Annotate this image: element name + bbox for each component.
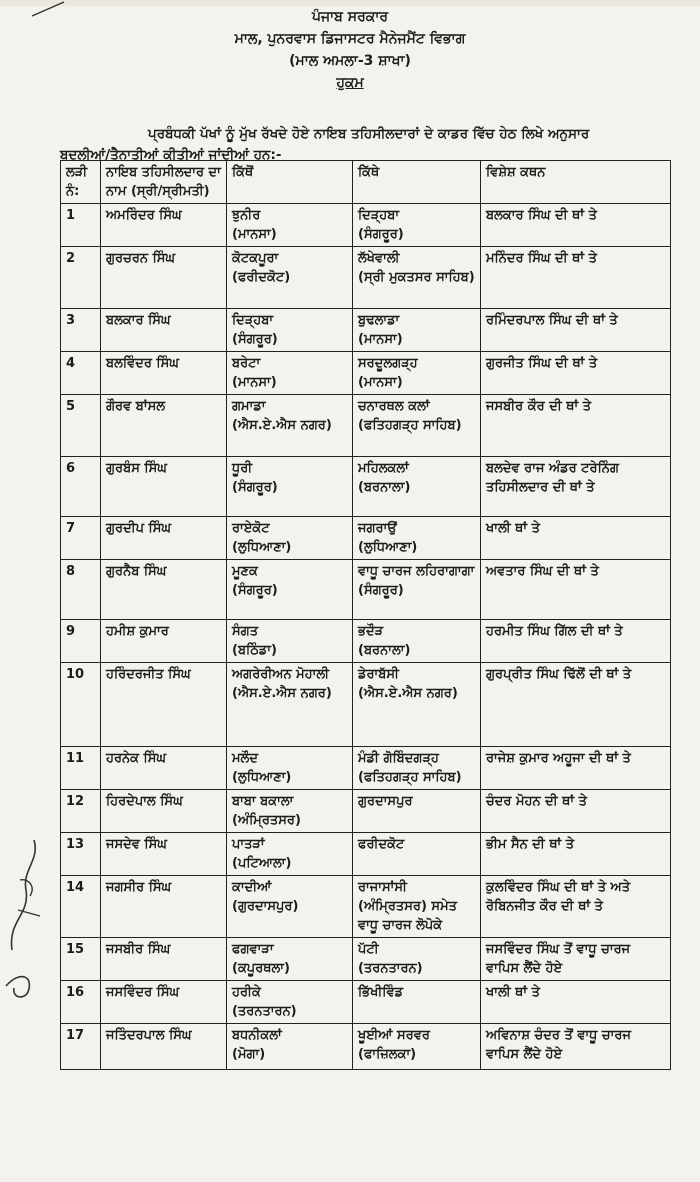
table-row [61, 309, 671, 352]
cell-serial-no [61, 833, 101, 876]
cell-from-text: ਪਾਤੜਾਂ [232, 837, 265, 852]
cell-to [353, 517, 481, 560]
cell-from-text: ਝੁਨੀਰ [232, 208, 261, 223]
cell-remarks-text: ਰਾਜੇਸ਼ ਕੁਮਾਰ ਅਹੂਜਾ ਦੀ ਥਾਂ ਤੇ [486, 751, 631, 766]
cell-to-district: (ਸੰਗਰੂਰ) [358, 227, 404, 242]
cell-from-district: (ਐਸ.ਏ.ਐਸ ਨਗਰ) [232, 418, 332, 433]
cell-serial-no-text: 2 [66, 251, 76, 266]
table-row [61, 938, 671, 981]
header-name-sub: (ਸ੍ਰੀ/ਸ੍ਰੀਮਤੀ) [130, 184, 210, 199]
cell-serial-no-text: 13 [66, 837, 85, 852]
cell-serial-no-text: 9 [66, 624, 76, 639]
cell-from-district: (ਫਰੀਦਕੋਟ) [232, 270, 291, 285]
cell-remarks-text: ਖਾਲੀ ਥਾਂ ਤੇ [486, 521, 540, 536]
table-row [61, 620, 671, 663]
cell-from-text: ਸੰਗਤ [232, 624, 259, 639]
table-row [61, 833, 671, 876]
cell-remarks [481, 247, 671, 309]
cell-to-district: (ਬਰਨਾਲਾ) [358, 643, 411, 658]
cell-remarks [481, 204, 671, 247]
cell-name-text: ਗੁਰਨੈਬ ਸਿੰਘ [106, 564, 167, 579]
cell-from-text: ਬਰੇਟਾ [232, 356, 261, 371]
header-remarks: ਵਿਸ਼ੇਸ਼ ਕਥਨ [481, 161, 671, 204]
cell-name [101, 309, 227, 352]
table-row [61, 790, 671, 833]
cell-to [353, 790, 481, 833]
cell-name-text: ਜਸਵਿੰਦਰ ਸਿੰਘ [106, 985, 180, 1000]
cell-to [353, 981, 481, 1024]
cell-remarks [481, 309, 671, 352]
cell-from-district: (ਗੁਰਦਾਸਪੁਰ) [232, 899, 299, 914]
cell-name [101, 833, 227, 876]
cell-serial-no [61, 1024, 101, 1070]
cell-name [101, 876, 227, 938]
cell-from [227, 833, 353, 876]
table-row [61, 663, 671, 747]
cell-to [353, 457, 481, 517]
table-row [61, 560, 671, 620]
cell-to-text: ਬੁਢਲਾਡਾ [358, 313, 400, 328]
cell-serial-no-text: 4 [66, 356, 76, 371]
cell-name-text: ਹਰਨੇਕ ਸਿੰਘ [106, 751, 167, 766]
cell-from-text: ਰਾਏਕੋਟ [232, 521, 270, 536]
cell-from-district: (ਅੰਮ੍ਰਿਤਸਰ) [232, 813, 301, 828]
header-serial-no: ਲੜੀ ਨੰ: [61, 161, 101, 204]
document-header [0, 6, 700, 94]
cell-from-district: (ਲੁਧਿਆਣਾ) [232, 770, 292, 785]
cell-name-text: ਹਮੀਸ਼ ਕੁਮਾਰ [106, 624, 169, 639]
cell-from-district: (ਕਪੂਰਥਲਾ) [232, 961, 290, 976]
header-branch: (ਮਾਲ ਅਮਲਾ-3 ਸ਼ਾਖਾ) [289, 53, 411, 69]
cell-name [101, 517, 227, 560]
cell-name-text: ਹਿਰਦੇਪਾਲ ਸਿੰਘ [106, 794, 183, 809]
cell-name-text: ਜਗਸੀਰ ਸਿੰਘ [106, 880, 172, 895]
cell-remarks-text: ਬਲਕਾਰ ਸਿੰਘ ਦੀ ਥਾਂ ਤੇ [486, 208, 597, 223]
table-row [61, 247, 671, 309]
cell-name-text: ਗੌਰਵ ਬਾਂਸਲ [106, 399, 166, 414]
cell-serial-no [61, 663, 101, 747]
cell-from [227, 560, 353, 620]
cell-from-text: ਬਧਨੀਕਲਾਂ [232, 1028, 282, 1043]
cell-to [353, 833, 481, 876]
cell-from-district: (ਪਟਿਆਲਾ) [232, 856, 292, 871]
cell-from [227, 457, 353, 517]
cell-from-text: ਫਗਵਾੜਾ [232, 942, 274, 957]
cell-serial-no-text: 6 [66, 461, 76, 476]
cell-serial-no [61, 747, 101, 790]
header-name [101, 161, 227, 204]
cell-serial-no [61, 790, 101, 833]
cell-from [227, 790, 353, 833]
cell-remarks-text: ਗੁਰਪ੍ਰੀਤ ਸਿੰਘ ਢਿੱਲੋਂ ਦੀ ਥਾਂ ਤੇ [486, 667, 632, 682]
table-header-row [61, 161, 671, 204]
table-row [61, 981, 671, 1024]
cell-remarks [481, 395, 671, 457]
cell-serial-no [61, 352, 101, 395]
cell-from-district: (ਸੰਗਰੂਰ) [232, 583, 278, 598]
cell-from-district: (ਸੰਗਰੂਰ) [232, 480, 278, 495]
cell-from-text: ਬਾਬਾ ਬਕਾਲਾ [232, 794, 294, 809]
cell-to-district: (ਸ੍ਰੀ ਮੁਕਤਸਰ ਸਾਹਿਬ) [358, 270, 475, 285]
header-name-label: ਨਾਇਬ ਤਹਿਸੀਲਦਾਰ ਦਾ ਨਾਮ [106, 165, 221, 199]
cell-name [101, 247, 227, 309]
cell-from [227, 663, 353, 747]
cell-name-text: ਗੁਰਦੀਪ ਸਿੰਘ [106, 521, 172, 536]
cell-to-district: (ਤਰਨਤਾਰਨ) [358, 961, 423, 976]
cell-serial-no [61, 560, 101, 620]
cell-from-text: ਧੂਰੀ [232, 461, 253, 476]
cell-from [227, 247, 353, 309]
cell-serial-no [61, 457, 101, 517]
table-row [61, 1024, 671, 1070]
cell-name [101, 747, 227, 790]
cell-from-text: ਕਾਦੀਆਂ [232, 880, 272, 895]
cell-name-text: ਜਤਿੰਦਰਪਾਲ ਸਿੰਘ [106, 1028, 192, 1043]
cell-from [227, 747, 353, 790]
cell-to-text: ਗੁਰਦਾਸਪੁਰ [358, 794, 413, 809]
cell-name-text: ਬਲਕਾਰ ਸਿੰਘ [106, 313, 171, 328]
cell-remarks [481, 352, 671, 395]
cell-to [353, 663, 481, 747]
cell-serial-no [61, 309, 101, 352]
cell-from [227, 309, 353, 352]
cell-remarks-text: ਹਰਮੀਤ ਸਿੰਘ ਗਿੱਲ ਦੀ ਥਾਂ ਤੇ [486, 624, 623, 639]
cell-serial-no-text: 16 [66, 985, 85, 1000]
cell-remarks-text: ਭੀਮ ਸੈਨ ਦੀ ਥਾਂ ਤੇ [486, 837, 575, 852]
cell-serial-no [61, 620, 101, 663]
cell-remarks [481, 663, 671, 747]
cell-to-text: ਲੱਖੇਵਾਲੀ [358, 251, 400, 266]
cell-to [353, 204, 481, 247]
cell-to-text: ਵਾਧੂ ਚਾਰਜ ਲਹਿਰਾਗਾਗਾ [358, 564, 475, 579]
cell-serial-no-text: 5 [66, 399, 76, 414]
table-row [61, 395, 671, 457]
header-government: ਪੰਜਾਬ ਸਰਕਾਰ [311, 9, 389, 25]
cell-from-text: ਅਗਰੇਰੀਅਨ ਮੋਹਾਲੀ [232, 667, 330, 682]
cell-to [353, 1024, 481, 1070]
cell-name [101, 560, 227, 620]
cell-from [227, 204, 353, 247]
cell-to-district: (ਫਾਜ਼ਿਲਕਾ) [358, 1047, 417, 1062]
cell-to-district: (ਬਰਨਾਲਾ) [358, 480, 411, 495]
cell-name [101, 663, 227, 747]
cell-to-text: ਮਹਿਲਕਲਾਂ [358, 461, 409, 476]
cell-remarks [481, 747, 671, 790]
cell-to [353, 747, 481, 790]
cell-name-text: ਜਸਦੇਵ ਸਿੰਘ [106, 837, 167, 852]
cell-remarks [481, 833, 671, 876]
cell-from-text: ਮੂਣਕ [232, 564, 258, 579]
cell-name [101, 204, 227, 247]
header-order-title: ਹੁਕਮ [336, 75, 364, 91]
cell-from [227, 876, 353, 938]
table-row [61, 876, 671, 938]
cell-from-district: (ਸੰਗਰੂਰ) [232, 332, 278, 347]
cell-to [353, 620, 481, 663]
cell-serial-no-text: 1 [66, 208, 76, 223]
cell-from-district: (ਮੋਗਾ) [232, 1047, 266, 1062]
cell-to-text: ਡੇਰਾਬੱਸੀ [358, 667, 399, 682]
cell-remarks [481, 1024, 671, 1070]
cell-from [227, 981, 353, 1024]
cell-remarks-text: ਅਵਤਾਰ ਸਿੰਘ ਦੀ ਥਾਂ ਤੇ [486, 564, 599, 579]
cell-serial-no-text: 7 [66, 521, 76, 536]
cell-remarks-text: ਜਸਵਿੰਦਰ ਸਿੰਘ ਤੋਂ ਵਾਧੂ ਚਾਰਜ ਵਾਪਿਸ ਲੈਂਦੇ ਹੋਏ [486, 942, 631, 976]
header-from: ਕਿੱਥੋਂ [227, 161, 353, 204]
cell-from [227, 620, 353, 663]
header-department: ਮਾਲ, ਪੁਨਰਵਾਸ ਡਿਜਾਸਟਰ ਮੈਨੇਜਮੈਂਟ ਵਿਭਾਗ [234, 31, 466, 47]
cell-to [353, 938, 481, 981]
cell-from-district: (ਮਾਨਸਾ) [232, 375, 277, 390]
cell-to-text: ਭਦੌੜ [358, 624, 384, 639]
cell-remarks-text: ਬਲਦੇਵ ਰਾਜ ਅੰਡਰ ਟਰੇਨਿੰਗ ਤਹਿਸੀਲਦਾਰ ਦੀ ਥਾਂ ਤੇ [486, 461, 619, 495]
cell-to-district: (ਮਾਨਸਾ) [358, 375, 403, 390]
cell-serial-no-text: 8 [66, 564, 76, 579]
cell-to-text: ਜਗਰਾਉਂ [358, 521, 397, 536]
cell-from [227, 395, 353, 457]
table-row [61, 747, 671, 790]
cell-to-district: (ਮਾਨਸਾ) [358, 332, 403, 347]
cell-serial-no [61, 981, 101, 1024]
cell-to [353, 309, 481, 352]
cell-serial-no-text: 14 [66, 880, 85, 895]
cell-remarks-text: ਜਸਬੀਰ ਕੌਰ ਦੀ ਥਾਂ ਤੇ [486, 399, 592, 414]
cell-from-district: (ਲੁਧਿਆਣਾ) [232, 540, 292, 555]
cell-serial-no [61, 517, 101, 560]
cell-serial-no-text: 11 [66, 751, 85, 766]
cell-name [101, 352, 227, 395]
cell-serial-no [61, 876, 101, 938]
cell-to-district: (ਫਤਿਹਗੜ੍ਹ ਸਾਹਿਬ) [358, 418, 462, 433]
cell-remarks [481, 981, 671, 1024]
cell-to-district: (ਲੁਧਿਆਣਾ) [358, 540, 418, 555]
cell-to-district: ਵਾਧੂ ਚਾਰਜ ਲੋਪੋਕੇ [358, 918, 443, 933]
cell-name [101, 620, 227, 663]
cell-remarks [481, 620, 671, 663]
cell-remarks-text: ਅਵਿਨਾਸ਼ ਚੰਦਰ ਤੋਂ ਵਾਧੂ ਚਾਰਜ ਵਾਪਿਸ ਲੈਂਦੇ ਹੋਏ [486, 1028, 631, 1062]
cell-serial-no-text: 15 [66, 942, 85, 957]
cell-to [353, 560, 481, 620]
handwritten-signature [0, 820, 60, 1000]
cell-from-district: (ਐਸ.ਏ.ਐਸ ਨਗਰ) [232, 686, 332, 701]
cell-from-district: (ਤਰਨਤਾਰਨ) [232, 1004, 297, 1019]
cell-name [101, 395, 227, 457]
cell-name [101, 1024, 227, 1070]
table-row [61, 352, 671, 395]
cell-to-text: ਮੰਡੀ ਗੋਬਿੰਦਗੜ੍ਹ [358, 751, 439, 766]
cell-name-text: ਜਸਬੀਰ ਸਿੰਘ [106, 942, 171, 957]
cell-from-text: ਹਰੀਕੇ [232, 985, 261, 1000]
cell-from [227, 352, 353, 395]
cell-to-text: ਰਾਜਾਸਾਂਸੀ (ਅੰਮ੍ਰਿਤਸਰ) ਸਮੇਤ [358, 880, 457, 914]
cell-remarks-text: ਕੁਲਵਿੰਦਰ ਸਿੰਘ ਦੀ ਥਾਂ ਤੇ ਅਤੇ ਰੋਬਿਨਜੀਤ ਕੌਰ ਦੀ ਥਾਂ ਤੇ [486, 880, 631, 914]
cell-to-district: (ਸੰਗਰੂਰ) [358, 583, 404, 598]
cell-to [353, 395, 481, 457]
cell-to-text: ਫਰੀਦਕੋਟ [358, 837, 405, 852]
cell-remarks-text: ਰਮਿੰਦਰਪਾਲ ਸਿੰਘ ਦੀ ਥਾਂ ਤੇ [486, 313, 618, 328]
cell-name-text: ਬਲਵਿੰਦਰ ਸਿੰਘ [106, 356, 179, 371]
cell-remarks [481, 790, 671, 833]
cell-from-text: ਦਿੜ੍ਹਬਾ [232, 313, 274, 328]
cell-from [227, 1024, 353, 1070]
cell-name-text: ਅਮਰਿੰਦਰ ਸਿੰਘ [106, 208, 182, 223]
cell-to-text: ਪੱਟੀ [358, 942, 379, 957]
cell-to-text: ਸਰਦੂਲਗੜ੍ਹ [358, 356, 418, 371]
cell-remarks [481, 457, 671, 517]
cell-serial-no [61, 204, 101, 247]
cell-remarks [481, 876, 671, 938]
table-row [61, 204, 671, 247]
cell-to [353, 876, 481, 938]
cell-serial-no-text: 12 [66, 794, 85, 809]
table-row [61, 457, 671, 517]
cell-serial-no-text: 10 [66, 667, 85, 682]
cell-remarks-text: ਚੰਦਰ ਮੋਹਨ ਦੀ ਥਾਂ ਤੇ [486, 794, 587, 809]
cell-name [101, 938, 227, 981]
cell-remarks-text: ਖਾਲੀ ਥਾਂ ਤੇ [486, 985, 540, 1000]
cell-remarks-text: ਮਨਿੰਦਰ ਸਿੰਘ ਦੀ ਥਾਂ ਤੇ [486, 251, 597, 266]
cell-to-text: ਦਿੜ੍ਹਬਾ [358, 208, 400, 223]
cell-to-district: (ਫਤਿਹਗੜ੍ਹ ਸਾਹਿਬ) [358, 770, 462, 785]
cell-from-district: (ਮਾਨਸਾ) [232, 227, 277, 242]
cell-remarks [481, 938, 671, 981]
cell-name-text: ਗੁਰਚਰਨ ਸਿੰਘ [106, 251, 176, 266]
cell-from-text: ਗਮਾਡਾ [232, 399, 266, 414]
cell-to [353, 247, 481, 309]
cell-to-text: ਖੂਈਆਂ ਸਰਵਰ [358, 1028, 430, 1043]
cell-serial-no-text: 3 [66, 313, 76, 328]
cell-from-text: ਕੋਟਕਪੂਰਾ [232, 251, 279, 266]
intro-line-1: ਪ੍ਰਬੰਧਕੀ ਪੱਖਾਂ ਨੂੰ ਮੁੱਖ ਰੱਖਦੇ ਹੋਏ ਨਾਇਬ ਤਹਿਸੀਲਦਾਰਾਂ ਦੇ ਕਾਡਰ ਵਿੱਚ ਹੇਠ ਲਿਖੇ ਅਨੁਸਾਰ [148, 126, 590, 142]
cell-remarks [481, 560, 671, 620]
cell-from [227, 938, 353, 981]
cell-serial-no [61, 938, 101, 981]
cell-from [227, 517, 353, 560]
cell-remarks-text: ਗੁਰਜੀਤ ਸਿੰਘ ਦੀ ਥਾਂ ਤੇ [486, 356, 598, 371]
cell-name [101, 457, 227, 517]
cell-to-text: ਚਨਾਰਥਲ ਕਲਾਂ [358, 399, 430, 414]
transfer-table [60, 160, 671, 1070]
cell-name [101, 790, 227, 833]
cell-to-district: (ਐਸ.ਏ.ਐਸ ਨਗਰ) [358, 686, 458, 701]
header-to: ਕਿੱਥੇ [353, 161, 481, 204]
cell-to [353, 352, 481, 395]
cell-serial-no [61, 247, 101, 309]
cell-serial-no-text: 17 [66, 1028, 85, 1043]
cell-remarks [481, 517, 671, 560]
intro-line-2: ਬਦਲੀਆਂ/ਤੈਨਾਤੀਆਂ ਕੀਤੀਆਂ ਜਾਂਦੀਆਂ ਹਨ:- [60, 147, 282, 163]
cell-from-text: ਮਲੌਦ [232, 751, 258, 766]
cell-to-text: ਭਿੱਖੀਵਿੰਡ [358, 985, 404, 1000]
cell-serial-no [61, 395, 101, 457]
cell-name-text: ਹਰਿੰਦਰਜੀਤ ਸਿੰਘ [106, 667, 191, 682]
cell-name [101, 981, 227, 1024]
cell-name-text: ਗੁਰਬੰਸ ਸਿੰਘ [106, 461, 167, 476]
cell-from-district: (ਬਠਿੰਡਾ) [232, 643, 277, 658]
table-row [61, 517, 671, 560]
